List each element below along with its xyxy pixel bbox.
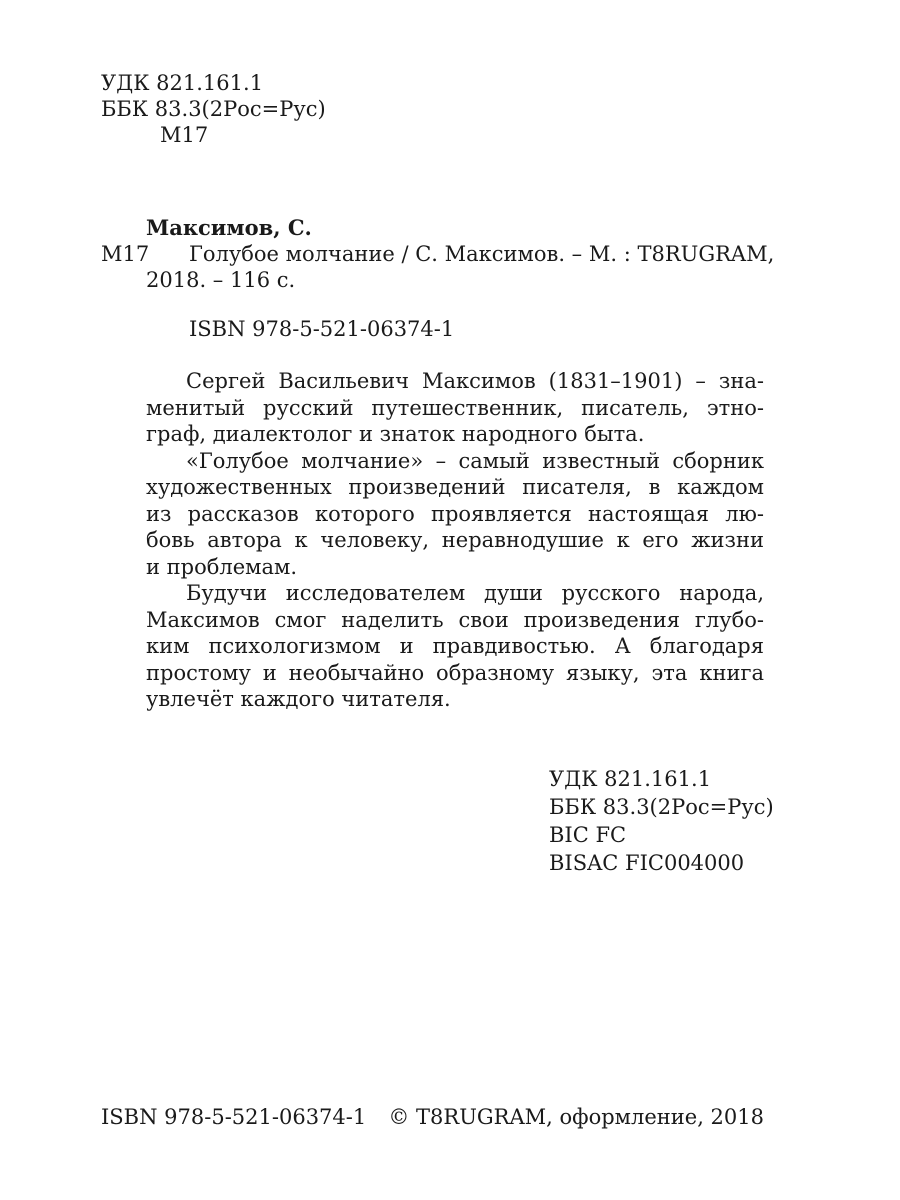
annotation-p3-line-4: простому и необычайно образному языку, эта книга (146, 660, 764, 685)
header-bbk: ББК 83.3(2Рос=Рус) (101, 97, 326, 121)
annotation-p2-line-3: из рассказов которого проявляется настоящая лю- (146, 501, 764, 526)
annotation-p1-line-2: менитый русский путешественник, писатель, этно- (146, 395, 764, 420)
annotation-p3-line-3: ким психологизмом и правдивостью. А благодаря (146, 634, 764, 658)
annotation-p2-line-5: и проблемам. (146, 554, 298, 579)
bib-title-line-2: 2018. – 116 с. (146, 268, 296, 292)
footer-copyright: © T8RUGRAM, оформление, 2018 (388, 1105, 764, 1129)
annotation-p2-line-1: «Голубое молчание» – самый известный сборник (186, 448, 764, 473)
classification-bisac: BISAC FIC004000 (549, 851, 745, 875)
classification-bbk: ББК 83.3(2Рос=Рус) (549, 795, 774, 819)
annotation-p3-line-5: увлечёт каждого читателя. (146, 687, 451, 711)
classification-block (549, 765, 774, 877)
footer-isbn: ISBN 978-5-521-06374-1 (101, 1105, 367, 1129)
annotation-p1-line-1: Сергей Васильевич Максимов (1831–1901) – зна- (186, 369, 764, 393)
annotation-p1-line-3: граф, диалектолог и знаток народного быта. (146, 422, 645, 446)
bib-author-mark: М17 (101, 242, 150, 266)
author-name: Максимов, С. (146, 215, 312, 240)
header-udk: УДК 821.161.1 (101, 71, 264, 95)
classification-bic: BIC FC (549, 823, 627, 847)
footer (101, 1103, 764, 1131)
annotation-p2-line-4: бовь автора к человеку, неравнодушие к его жизни (146, 528, 764, 552)
bib-title-line-1: Голубое молчание / С. Максимов. – М. : T8RUGRAM, (189, 242, 775, 266)
classification-udk: УДК 821.161.1 (549, 767, 712, 791)
header-author-mark: М17 (160, 123, 209, 147)
annotation (146, 368, 764, 713)
annotation-p3-line-1: Будучи исследователем души русского народа, (186, 581, 764, 605)
annotation-p2-line-2: художественных произведений писателя, в каждом (146, 475, 764, 499)
bib-isbn: ISBN 978-5-521-06374-1 (189, 317, 455, 341)
annotation-p3-line-2: Максимов смог наделить свои произведения глубо- (146, 607, 764, 632)
